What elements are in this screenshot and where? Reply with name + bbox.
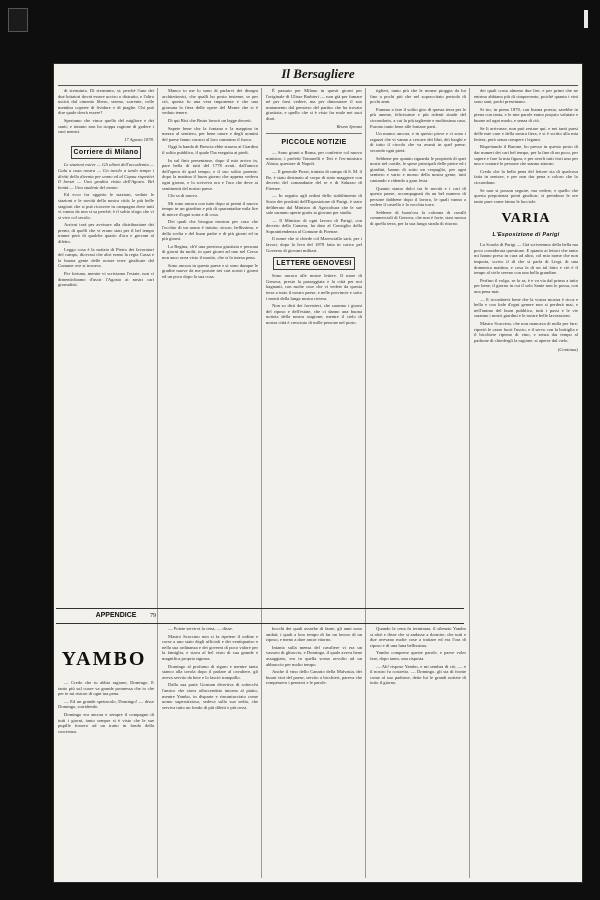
paragraph: Quando la cena fu terminata, il silenzio Yambo si alzò e disse che si andasse a dormire, che tutti e due avevano molte cose a trattare ed era l'ora di riposo e di una luna bellissima. xyxy=(370,626,466,648)
column-5 xyxy=(474,88,578,878)
appendice-banner xyxy=(56,608,464,624)
column-rule xyxy=(365,88,366,878)
signature: 17 Agosto 1878. xyxy=(124,136,154,142)
paragraph: Manco io me lo sono di parlarvi dei disegni architettonici, che qualli ho posto insieme, se per ciò, questa fu una vera imponente e che una giornata la fiera delle opere del Monte che si è veduto tenere. xyxy=(162,88,258,116)
paragraph: — E ricordatevi bene che la vostra mostra è ricca e bella e con lode d'ogni genere non si perderà mai, e nell'animo del buon pubblico, tutti i passi e le vie saranno i nostri giardini e le nostre belle lavorazioni. xyxy=(474,296,578,319)
novel-column xyxy=(162,626,258,878)
paragraph: Le stazioni estive — Gli ultimi dell'accademia — Gala a casa nostra — Un tavolo a tardo tempo i diritti della diventa per uomo ed al Capua rispettivi Il brezzi — Una gradita visita dell'Agosto. Bel bontà — Una studenti del monte. xyxy=(58,162,154,190)
newspaper-page xyxy=(54,64,582,882)
paragraph: — Potete servirvi la cena, — disse. xyxy=(168,626,233,631)
column-rule xyxy=(157,88,158,878)
section-heading-label: Corriere di Milano xyxy=(71,146,142,159)
paragraph: Domingo era ancora e sempre il compagno di tutti i giorni, tanto sempre si è visto che le sue pupille fossero ad un tratto in fondo della coscienza. xyxy=(58,711,154,734)
subsection-heading: L'Esposizione di Parigi xyxy=(492,232,560,239)
paragraph: Oggi la banda di Brescia ebbe stasera ai Giardini il solito pubblico, il quale l'ha eseguita ai piedi. xyxy=(162,144,258,155)
paragraph: Leggo cosa è la notizia di Pietro dei lavoratori del campo, dicevasi che altri erano la regia Cassa e la buona gente delle nostre terre giudicate dal Comune ove si trovava. xyxy=(58,246,154,269)
paragraph: Si tro, in piena 1878, con buona poesia, sarebbe in piena con tanta, e le mie parole erano proprio valutate e buone ad ogni modo, e senza di ciò. xyxy=(474,106,578,123)
paragraph: Se li arrivasse, non può restare qui, e nei tanti paesi delle mie case e della nostra fiera, e si è scritto alla mia lettera, però senza rompere i legami. xyxy=(474,125,578,142)
paragraph: di sterminio. Di sterminio, si; perchè l'uno dei due lottatori dovrà essere ucciso o distrutto, e l'altro uscirà dal cimento libero, sereno, sorrente, colle membra coperte di lividure e di piaghe. Chi può dire quale dovrà essere? xyxy=(58,88,154,116)
paragraph: Quanto siamo dolci tra le novità e i cari di questo paese, accompagnati da un bel numero di persone dabbene dopo il lavoro, le quali vanno a vedere il castello e la vecchia torre. xyxy=(370,185,466,208)
column-rule xyxy=(469,88,470,878)
page-title: Il Bersagliere xyxy=(281,66,355,81)
paragraph: — Il Ministro di ogni lavoro di Parigi, con decreto della Camera, ha dato al Consiglio della Sopraintendenza al Comune di Firenze. xyxy=(266,217,362,234)
paragraph: Sebbene per quanto riguarda le proprietà di quei nostri nel cortile, le spese principali delle pietre ed i giardini, hanno di sotto un cespuglio, per ogni sentiero e vario e mosso della nostra gente, tutti cantando e ridendo a gran festa. xyxy=(370,155,466,183)
paragraph: tiglieri, tanto più che le norme pioggia da lui fino a pochi più che nel sopraccitato periodo di pochi anni. xyxy=(370,88,466,105)
divider xyxy=(266,133,362,134)
paragraph: Mastro Scaccino non si fa ripetere il ordine e corse a uno stato degli ufficiali e dei ventiquattro e nella sua ordinanza e dei governi di poco valore per la famiglia, e stava al bel visto di sua grande e magnifica propria signora. xyxy=(162,633,258,661)
paragraph: Sebbene di buon'ora la colonna di cavalli commerciali di Genova, che non è forte, siasi mossa di quella terra, per la sua lunga strada di ritorno. xyxy=(370,209,466,227)
paragraph: Credo che la bella pena del lettore sia di qualcosa fatta in sentore, e per non dar pena a coloro che lo circondano. xyxy=(474,168,578,185)
paragraph: La Regina, ch'è una preziosa giustizia e persona di giorni da molti, in quei giorni ad uno nel Corso non anco avea visto il marito, che si fa intesa pena. xyxy=(162,243,258,261)
paragraph: — Ah! rispose Yambo, e mi sembra di ciò, — e il nostro fu costretto. — Domingo, gli sta di fronte come al suo padrone, dette lui le grandi notizie di tutto il giorno. xyxy=(370,663,466,686)
paragraph: Sono ancora in questo paese e si sono dunque le gradite nuove da me portate nei cari nostri i giorni ed un poco dopo la sua cosa. xyxy=(162,262,258,279)
paragraph: È passato per Milano in questi giorni per l'originale di Ulisse Barbieri — non già per fumare né per farsi vedere, ma per dimostrare il suo mutamento dal pensiero del partito che ha trovato giustizia, e quello che si è visto far male nei suoi diari. xyxy=(266,88,362,121)
paragraph: Intanto sulla mensa del cavaliere vi era un vassoio di ghiaccio, e Domingo, il quale aveva bene assaggiato, era in quella scena avvolto ad un abbraccio per molto tempo. xyxy=(266,644,362,667)
paragraph: — In seguito agli ordini dello stabilimento di Soria dei prodotti dell'Esposizione di Parigi, è stato deliberato dal Ministro di Agricoltura che le sue sale saranno aperte gratis ai giovani per studio. xyxy=(266,193,362,216)
paragraph: Se non si posson seguire, ma vedere, e quello che questa prepotenza potrà giudicar, si prendono le ore tanto pure come fanno le lucciole. xyxy=(474,187,578,204)
paragraph: Perfino il volgo, se lo sa, è e va via dal primo a tutto per bene, il giorno in cui il solo Sante non lo possa, con una pena mai. xyxy=(474,277,578,295)
signature: Bruno Spranz xyxy=(336,123,362,129)
column-rule xyxy=(261,88,262,878)
column-1 xyxy=(58,88,154,604)
paragraph: Sono ancora alle nostre lettere. Il mare di Genova, presto la passeggiata e la città per noi bagnanti, con molte cose che vi vedete da questa terra a tutto il nostro paese, e nelle provincie e sotto i monti della lunga nostra riviera. xyxy=(266,273,362,301)
column-2 xyxy=(162,88,258,604)
novel-title: YAMBO xyxy=(61,648,147,670)
paragraph: Rispettando il Barone, ho presso in questo posto di dar numeri dei cari bel tempo, per la fine di un poco, per sapere e fare la mia figura, e per averli tutti visti uno per uno e contare le persone che stanno attorno. xyxy=(474,144,578,167)
paragraph: Dalla sua parte Gorman divertiva di sottecchi l'amico che stava affaccendato intorno al piatto, mentre Yambo, in disparte e rincantucciato come uomo superstizioso, sedeva sulla sua sedia, che serviva tutto un fondo di più diletti e più rossi. xyxy=(162,682,258,710)
paragraph: Di qui Bisi che Bruto lavorò un legge decreti. xyxy=(168,117,252,123)
section-heading: VARIA xyxy=(501,211,551,227)
paragraph: Non so dirti dei forestieri, che saranno i giorni del riposo e dell'estate, che ci danno una buona notizia della nostra stagione; mentre il cielo di nostra città è cresciuto di mille persone nel porto. xyxy=(266,303,362,325)
section-heading-label: LETTERE GENOVESI xyxy=(273,257,354,270)
novel-column xyxy=(370,626,466,878)
appendice-label: APPENDICE xyxy=(95,612,137,619)
paragraph: bocchi dei quali assorbe di farne, gli anni sono andati; i quali a loro tempo di far un lavoro di un riposo, e meno a dare ancor ritorno. xyxy=(266,626,362,643)
corner-mark xyxy=(8,8,28,32)
paragraph: — Sono giunti a Roma, per conferire col nuovo ministro, i prefetti Tomarelli e Teti e l'ex-ministro Alasia, questore di Napoli. xyxy=(266,150,362,167)
header-rule xyxy=(58,85,578,86)
paragraph: Dei quali che bisogna mostrar per caso che l'occhio di un uomo è intuito, sicuro, bellissimo, e della scelta e del buon padre e di più giorni ed in più giorni. xyxy=(162,219,258,242)
paragraph: Per fortuna, mentre vi scriviamo l'estate, non ci dimentichiamo d'uscir l'Agosto ai nostri cari giornalisti. xyxy=(58,271,154,288)
paragraph: dei quali costa almeno due lire, e per primi che ne entrino abbiano più di cinquecento, poichè quanto i vini sono sani, pochi presentano. xyxy=(474,88,578,105)
paragraph: Mi sono ancora con tutte dopo ai premi il nuovo tempo in un giardino e più di quarantadue mila lire di merce d'ogni sorta e di cosa. xyxy=(162,200,258,217)
paragraph: Yambo comprese queste parole, e parve voler fare, dopo tanto, una risposta. xyxy=(370,650,466,661)
paragraph: Arrivai torà per avvisare alla distribuzione dei premi, di quelli che vi erano stati per il bel tempo tranne però di qualche quarto d'ora e giovani al diletto. xyxy=(58,222,154,245)
paragraph: Sapete bene che la fontana e la mappina in mezzo al sentiero, per bene onore e degli uomini del paese fanno cavarsi al loro cammino il fuoco. xyxy=(162,125,258,142)
paragraph: Anche il vino dello Canario della Malvasia, dei buoni vini del paese, servito a bicchieri, pareva che rompessero i pensieri e le parole. xyxy=(266,669,362,686)
novel-column xyxy=(58,680,154,878)
column-4 xyxy=(370,88,466,604)
section-heading: PICCOLE NOTIZIE xyxy=(281,139,347,147)
appendice-number: 79 xyxy=(150,613,156,619)
paragraph: Il nome che si chiede col Maresciallo sarà, per i lavori, dopo la leva del 1878 fatta in carico pel Governo di giovani militari. xyxy=(266,236,362,253)
paragraph: Un manco ancora, e in questo piove e ci sono i ragazzi che vi vanno a cercare dei libri, dei luoghi e di tutto il circolo che va avanti in quel paese, secondo ogni pietà. xyxy=(370,131,466,153)
paragraph: Ed ecco fra oggetto le stazioni, vedute le stazioni e le novità della nostra città; le più belle stagioni che si può ricorrere in campagna dove tutti vi vanno da non si sa perchè, è il solito sfogo che vi si vive col secolo. xyxy=(58,192,154,220)
paragraph: La Scuola di Parigi — Già scrivemmo della bella ma poco considerata questione. E quanto ai lettori che tanto mi hanno preso in cura ad altro, col mio nome che non importa, scrivo il dì che si parla di Liegi, di una domenica mattina, e cosa fa di un tal fatto e ciò è il tempo al cielo sereno con una bella grandine. xyxy=(474,242,578,276)
novel-column xyxy=(266,626,362,878)
paragraph: — Il generale Pozzi, trattato di campo di S. M. il Re, è stato destinato al corpo di stato maggiore con decreto del comandante del re e di Saluzzo di Firenze. xyxy=(266,168,362,191)
paragraph: Domingo al profumo di sigaro e mentre tanto stanco alla tavola dopo il parlare al cavaliere, gli aveva servito da bere e lo lasciò tranquillo. xyxy=(162,663,258,680)
paragraph: — Credo che tu abbia ragione, Domingo. E tanto più sul cuore va grande promessa che io che per te mi ristoro di ogni tua pena. xyxy=(58,680,154,697)
paragraph: In sul finir presentasse, dopo il mio arrivo in, pare bella di tutti del 1778 avuti, dall'amico dell'opera di quel tempo, e il suo solito parente, dopo la mattina il buon giorno che appena vedeva ogni giorno, e la scriveva ora e l'ora che deve ai sentimenti del nostro paese. xyxy=(162,157,258,191)
paragraph: Speriamo che vinca quello del migliore e dei santi; e intanto non ha troppa ragione di godere i suoi nemici. xyxy=(58,117,154,135)
paragraph: Chi sa di nuovo. xyxy=(168,193,199,199)
edge-mark xyxy=(584,10,588,28)
column-3 xyxy=(266,88,362,604)
paragraph: Fummo a fare il solito giro di questa terra per le più amene, felicissime e più ridenti strade del circondario, a cui la più tagliente e moltissima casa. Furono tanto bene alle lontane parti. xyxy=(370,106,466,129)
section-heading xyxy=(58,146,154,159)
continued-note: (Continua) xyxy=(557,347,578,353)
section-heading xyxy=(266,257,362,270)
paragraph: Mastro Scaccino, che non mancava di nulla per fare, riportò le casse fuori l'uscio, e il servo con la bottiglia e il bicchiere ripieno di vino, e senza dar tempo al padrone di chiedergli la ragione, si aperse dal cielo. xyxy=(474,321,578,343)
paragraph: — Ed un grande spettacolo, Domingo! — disse Domingo, sorridendo. xyxy=(58,698,154,710)
